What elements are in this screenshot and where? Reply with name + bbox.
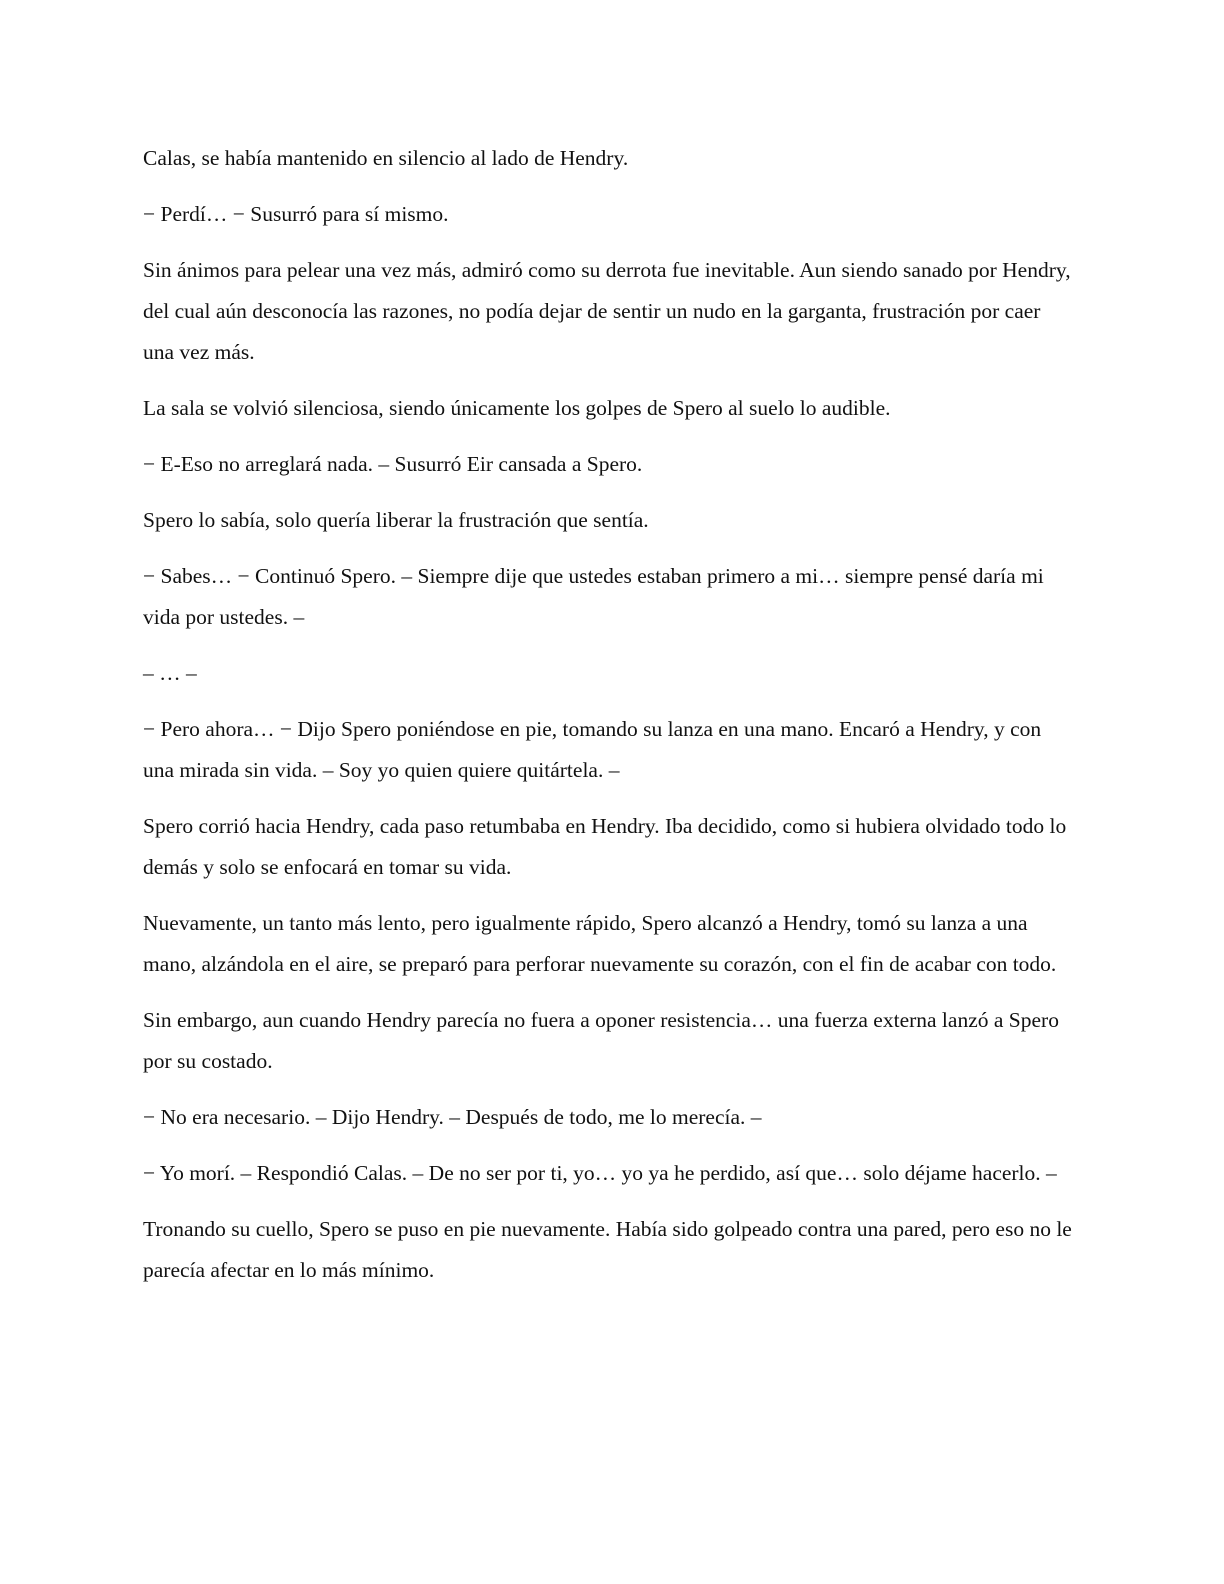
paragraph: Sin embargo, aun cuando Hendry parecía no fuera a oponer resistencia… una fuerza externa lanzó a Spero por su costado. (143, 1008, 1059, 1073)
paragraph: − E-Eso no arreglará nada. – Susurró Eir cansada a Spero. (143, 452, 643, 476)
paragraph: − Sabes… − Continuó Spero. – Siempre dije que ustedes estaban primero a mi… siempre pensé daría mi vida por ustedes. – (143, 564, 1044, 629)
paragraph: − Pero ahora… − Dijo Spero poniéndose en pie, tomando su lanza en una mano. Encaró a Hendry, y con una mirada sin vida. – Soy yo quien quiere quitártela. – (143, 717, 1042, 782)
paragraph: − No era necesario. – Dijo Hendry. – Después de todo, me lo merecía. – (143, 1105, 762, 1129)
paragraph: – … – (143, 661, 197, 685)
paragraph: La sala se volvió silenciosa, siendo únicamente los golpes de Spero al suelo lo audible. (143, 396, 891, 420)
paragraph: Nuevamente, un tanto más lento, pero igualmente rápido, Spero alcanzó a Hendry, tomó su lanza a una mano, alzándola en el aire, se preparó para perforar nuevamente su corazón, con el fin de acabar con todo. (143, 911, 1057, 976)
paragraph: Spero corrió hacia Hendry, cada paso retumbaba en Hendry. Iba decidido, como si hubiera olvidado todo lo demás y solo se enfocará en tomar su vida. (143, 814, 1067, 879)
paragraph: − Perdí… − Susurró para sí mismo. (143, 202, 449, 226)
paragraph: Sin ánimos para pelear una vez más, admiró como su derrota fue inevitable. Aun siendo sanado por Hendry, del cual aún desconocía las razones, no podía dejar de sentir un nudo en la garganta, frustración por caer una vez más. (143, 258, 1071, 364)
paragraph: − Yo morí. – Respondió Calas. – De no ser por ti, yo… yo ya he perdido, así que… solo déjame hacerlo. – (143, 1161, 1057, 1185)
paragraph: Calas, se había mantenido en silencio al lado de Hendry. (143, 146, 629, 170)
paragraph: Tronando su cuello, Spero se puso en pie nuevamente. Había sido golpeado contra una pared, pero eso no le parecía afectar en lo más mínimo. (143, 1217, 1072, 1282)
paragraph: Spero lo sabía, solo quería liberar la frustración que sentía. (143, 508, 649, 532)
document-page (143, 138, 1073, 1306)
